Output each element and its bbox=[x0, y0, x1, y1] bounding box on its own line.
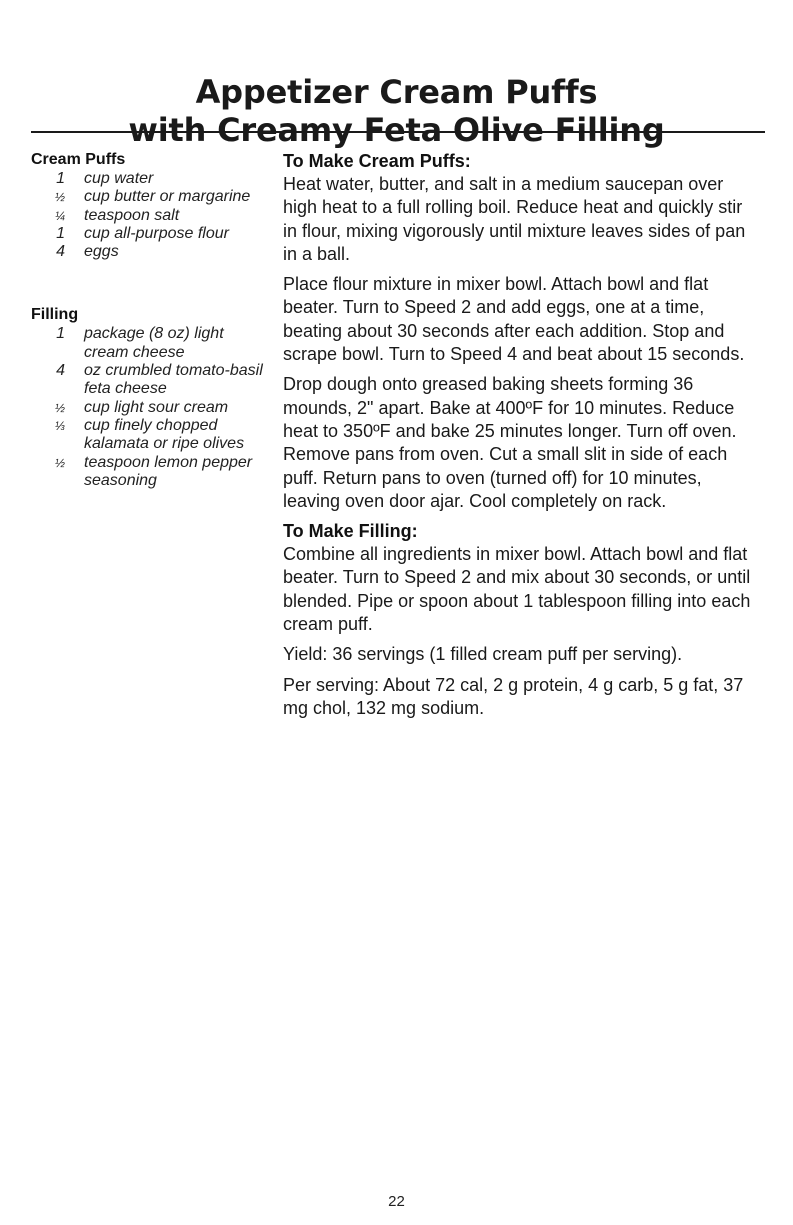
ingredient-item bbox=[31, 454, 271, 491]
ingredient-text: cup finely chopped kalamata or ripe olives bbox=[84, 416, 245, 453]
ingredient-item bbox=[31, 362, 271, 399]
ingredient-item bbox=[31, 170, 271, 188]
ingredient-qty: 4 bbox=[56, 243, 65, 261]
ingredient-text: cup light sour cream bbox=[84, 398, 229, 416]
cream-puffs-method-heading: To Make Cream Puffs: bbox=[283, 151, 471, 171]
recipe-title bbox=[0, 73, 793, 149]
ingredient-item bbox=[31, 417, 271, 454]
yield-text: Yield: 36 servings (1 filled cream puff per serving). bbox=[283, 644, 683, 665]
ingredient-qty: ⅓ bbox=[54, 418, 65, 433]
ingredient-text: eggs bbox=[84, 243, 119, 261]
ingredient-text: teaspoon lemon pepper seasoning bbox=[84, 453, 253, 489]
ingredient-qty: ½ bbox=[54, 400, 65, 415]
ingredient-item bbox=[31, 207, 271, 225]
ingredient-item bbox=[31, 243, 271, 261]
title-line-2: with Creamy Feta Olive Filling bbox=[128, 111, 665, 150]
filling-heading: Filling bbox=[31, 306, 79, 324]
ingredient-text: teaspoon salt bbox=[84, 206, 180, 224]
cream-puffs-list bbox=[31, 170, 271, 261]
title-divider bbox=[31, 131, 765, 133]
ingredient-text: package (8 oz) light cream cheese bbox=[84, 325, 224, 361]
ingredient-item bbox=[31, 225, 271, 243]
ingredient-qty: 4 bbox=[56, 362, 65, 380]
ingredient-text: cup all-purpose flour bbox=[84, 224, 229, 242]
ingredient-item bbox=[31, 399, 271, 417]
instruction-paragraph: Drop dough onto greased baking sheets forming 36 mounds, 2" apart. Bake at 400ºF for 10 minutes. Reduce heat to 350ºF and bake 25 minutes longer. Turn off oven. Remove pans from oven. Cut a small slit in side of each puff. Return pans to oven (turned off) for 10 minutes, leaving oven door ajar. Cool completely on rack. bbox=[283, 374, 737, 511]
page-number: 22 bbox=[388, 1193, 405, 1210]
instruction-paragraph: Combine all ingredients in mixer bowl. Attach bowl and flat beater. Turn to Speed 2 and mix about 30 seconds, or until blended. Pipe or spoon about 1 tablespoon filling into each cream puff. bbox=[283, 544, 751, 635]
ingredient-qty: ½ bbox=[54, 190, 65, 205]
ingredient-qty: ¼ bbox=[54, 208, 65, 223]
cream-puffs-ingredients bbox=[31, 150, 271, 261]
cream-puffs-heading: Cream Puffs bbox=[31, 151, 126, 168]
ingredient-text: cup butter or margarine bbox=[84, 188, 251, 206]
ingredients-column bbox=[31, 150, 271, 490]
instructions-column bbox=[283, 150, 758, 727]
filling-method-heading: To Make Filling: bbox=[283, 521, 418, 542]
filling-list bbox=[31, 325, 271, 490]
nutrition-text: Per serving: About 72 cal, 2 g protein, 4 g carb, 5 g fat, 37 mg chol, 132 mg sodium. bbox=[283, 674, 744, 718]
instruction-paragraph: Heat water, butter, and salt in a medium saucepan over high heat to a full rolling boil. Reduce heat and quickly stir in flour, mixing vigorously until mixture leaves sides of pan in a ball. bbox=[283, 174, 746, 264]
instruction-paragraph: Place flour mixture in mixer bowl. Attach bowl and flat beater. Turn to Speed 2 and add eggs, one at a time, beating about 30 seconds after each addition. Stop and scrape bowl. Turn to Speed 4 and beat about 15 seconds. bbox=[283, 274, 745, 365]
ingredient-qty: ½ bbox=[54, 455, 65, 470]
ingredient-qty: 1 bbox=[56, 224, 65, 242]
filling-ingredients bbox=[31, 305, 271, 490]
ingredient-item bbox=[31, 325, 271, 362]
ingredient-qty: 1 bbox=[56, 325, 65, 343]
ingredient-text: cup water bbox=[84, 170, 154, 187]
title-line-1: Appetizer Cream Puffs bbox=[195, 73, 598, 112]
ingredient-qty: 1 bbox=[56, 170, 65, 187]
ingredient-item bbox=[31, 188, 271, 206]
ingredient-text: oz crumbled tomato-basil feta cheese bbox=[84, 362, 263, 398]
